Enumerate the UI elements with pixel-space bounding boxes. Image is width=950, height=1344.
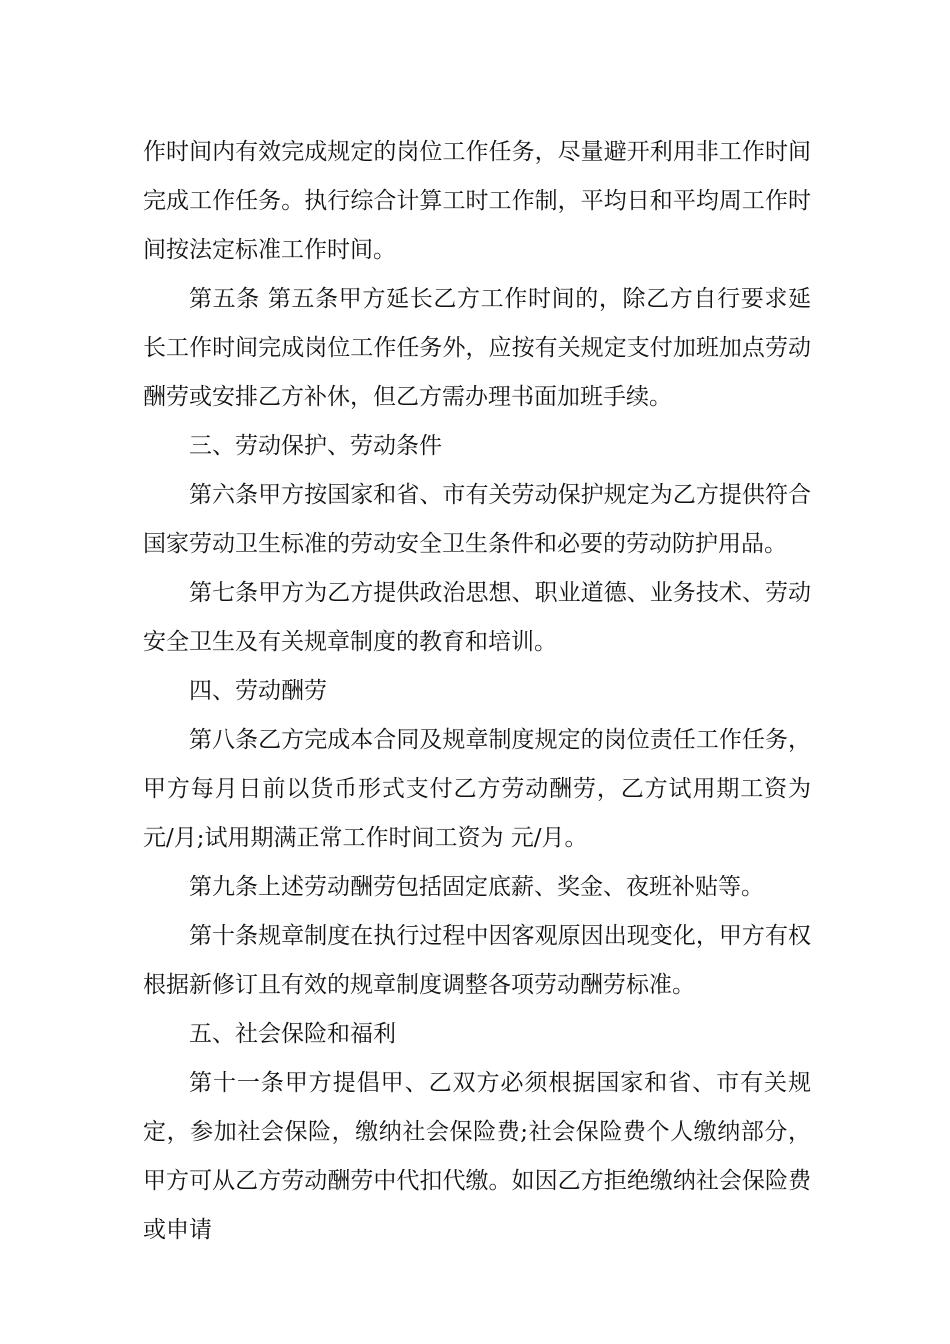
paragraph-article-7: 第七条甲方为乙方提供政治思想、职业道德、业务技术、劳动安全卫生及有关规章制度的教育和培训。 [143,580,811,655]
paragraph-continuation: 作时间内有效完成规定的岗位工作任务，尽量避开利用非工作时间完成工作任务。执行综合计算工时工作制，平均日和平均周工作时间按法定标准工作时间。 [143,139,811,263]
paragraph-article-11: 第十一条甲方提倡甲、乙双方必须根据国家和省、市有关规定，参加社会保险，缴纳社会保险费;社会保险费个人缴纳部分，甲方可从乙方劳动酬劳中代扣代缴。如因乙方拒绝缴纳社会保险费或申请 [143,1070,811,1243]
paragraph-article-8: 第八条乙方完成本合同及规章制度规定的岗位责任工作任务，甲方每月日前以货币形式支付乙方劳动酬劳，乙方试用期工资为 元/月;试用期满正常工作时间工资为 元/月。 [143,727,811,851]
paragraph-article-6: 第六条甲方按国家和省、市有关劳动保护规定为乙方提供符合国家劳动卫生标准的劳动安全卫生条件和必要的劳动防护用品。 [143,482,811,557]
section-heading-5: 五、社会保险和福利 [189,1021,396,1047]
section-heading-3: 三、劳动保护、劳动条件 [189,433,442,459]
section-heading-4: 四、劳动酬劳 [189,678,327,704]
paragraph-article-10: 第十条规章制度在执行过程中因客观原因出现变化，甲方有权根据新修订且有效的规章制度调整各项劳动酬劳标准。 [143,923,811,998]
paragraph-article-5: 第五条 第五条甲方延长乙方工作时间的，除乙方自行要求延长工作时间完成岗位工作任务外，应按有关规定支付加班加点劳动酬劳或安排乙方补休，但乙方需办理书面加班手续。 [143,286,811,410]
paragraph-article-9: 第九条上述劳动酬劳包括固定底薪、奖金、夜班补贴等。 [189,874,764,900]
document-body [143,128,811,1255]
